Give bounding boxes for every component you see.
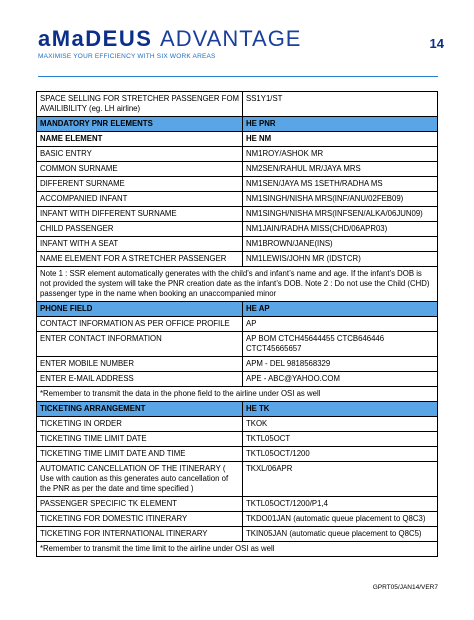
description-cell: BASIC ENTRY [37, 147, 243, 162]
table-row [37, 222, 438, 237]
command-cell: SS1Y1/ST [243, 92, 438, 117]
table-row [37, 192, 438, 207]
command-cell: HE TK [243, 402, 438, 417]
description-cell: CHILD PASSENGER [37, 222, 243, 237]
table-row [37, 372, 438, 387]
section-header-row [37, 302, 438, 317]
logo-product: ADVANTAGE [160, 26, 302, 51]
description-cell: SPACE SELLING FOR STRETCHER PASSENGER FOM AVAILIBILITY (eg. LH airline) [37, 92, 243, 117]
page-header [38, 28, 438, 68]
section-header-row [37, 402, 438, 417]
command-table-body [37, 92, 438, 557]
description-cell: COMMON SURNAME [37, 162, 243, 177]
document-code: GPRT05/JAN14/VER7 [372, 584, 438, 591]
description-cell: TICKETING TIME LIMIT DATE [37, 432, 243, 447]
table-row [37, 237, 438, 252]
command-cell: TKDO01JAN (automatic queue placement to Q8C3) [243, 512, 438, 527]
page-number: 14 [429, 36, 444, 51]
subheader-row [37, 132, 438, 147]
note-row [37, 267, 438, 302]
command-cell: NM1LEWIS/JOHN MR (IDSTCR) [243, 252, 438, 267]
command-cell: NM2SEN/RAHUL MR/JAYA MRS [243, 162, 438, 177]
table-row [37, 252, 438, 267]
logo-brand: aMaDEUS [38, 26, 153, 51]
note-row [37, 542, 438, 557]
command-cell: HE AP [243, 302, 438, 317]
description-cell: TICKETING FOR DOMESTIC ITINERARY [37, 512, 243, 527]
header-rule [38, 76, 438, 77]
note-cell: *Remember to transmit the data in the phone field to the airline under OSI as well [37, 387, 438, 402]
description-cell: INFANT WITH DIFFERENT SURNAME [37, 207, 243, 222]
table-row [37, 162, 438, 177]
table-row [37, 447, 438, 462]
description-cell: ENTER MOBILE NUMBER [37, 357, 243, 372]
description-cell: INFANT WITH A SEAT [37, 237, 243, 252]
command-cell: NM1SINGH/NISHA MRS(INF/ANU/02FEB09) [243, 192, 438, 207]
section-header-row [37, 117, 438, 132]
description-cell: AUTOMATIC CANCELLATION OF THE ITINERARY ( Use with caution as this generates auto cancellation of the PNR as per the date and time specified ) [37, 462, 243, 497]
command-cell: TKTL05OCT/1200/P1,4 [243, 497, 438, 512]
description-cell: TICKETING IN ORDER [37, 417, 243, 432]
command-cell: NM1SINGH/NISHA MRS(INFSEN/ALKA/06JUN09) [243, 207, 438, 222]
description-cell: ACCOMPANIED INFANT [37, 192, 243, 207]
command-cell: NM1BROWN/JANE(INS) [243, 237, 438, 252]
command-cell: APE - ABC@YAHOO.COM [243, 372, 438, 387]
description-cell: ENTER CONTACT INFORMATION [37, 332, 243, 357]
description-cell: TICKETING TIME LIMIT DATE AND TIME [37, 447, 243, 462]
description-cell: NAME ELEMENT [37, 132, 243, 147]
table-row [37, 512, 438, 527]
command-cell: TKXL/06APR [243, 462, 438, 497]
table-row [37, 207, 438, 222]
command-cell: NM1ROY/ASHOK MR [243, 147, 438, 162]
command-cell: HE NM [243, 132, 438, 147]
command-cell: HE PNR [243, 117, 438, 132]
table-row [37, 432, 438, 447]
table-row [37, 332, 438, 357]
description-cell: MANDATORY PNR ELEMENTS [37, 117, 243, 132]
table-row [37, 417, 438, 432]
note-cell: Note 1 : SSR element automatically generates with the child’s and infant’s name and age. If the infant’s DOB is not provided the system will take the PNR creation date as the infant’s DOB. Note 2 : Do not use the Child (CHD) passenger type in the name when booking an unaccompanied minor [37, 267, 438, 302]
description-cell: ENTER E-MAIL ADDRESS [37, 372, 243, 387]
command-table [36, 91, 438, 557]
note-cell: *Remember to transmit the time limit to the airline under OSI as well [37, 542, 438, 557]
description-cell: PASSENGER SPECIFIC TK ELEMENT [37, 497, 243, 512]
command-cell: TKIN05JAN (automatic queue placement to Q8C5) [243, 527, 438, 542]
description-cell: CONTACT INFORMATION AS PER OFFICE PROFILE [37, 317, 243, 332]
command-cell: TKTL05OCT/1200 [243, 447, 438, 462]
table-row [37, 497, 438, 512]
description-cell: TICKETING ARRANGEMENT [37, 402, 243, 417]
tagline: MAXIMISE YOUR EFFICIENCY WITH SIX WORK AREAS [38, 53, 216, 60]
command-cell: NM1SEN/JAYA MS 1SETH/RADHA MS [243, 177, 438, 192]
note-row [37, 387, 438, 402]
table-row [37, 317, 438, 332]
amadeus-logo [38, 28, 438, 50]
command-cell: TKOK [243, 417, 438, 432]
command-cell: AP BOM CTCH45644455 CTCB646446 CTCT45665657 [243, 332, 438, 357]
description-cell: PHONE FIELD [37, 302, 243, 317]
table-row [37, 177, 438, 192]
table-row [37, 527, 438, 542]
table-row [37, 147, 438, 162]
description-cell: DIFFERENT SURNAME [37, 177, 243, 192]
command-cell: NM1JAIN/RADHA MISS(CHD/06APR03) [243, 222, 438, 237]
command-cell: TKTL05OCT [243, 432, 438, 447]
command-cell: APM - DEL 9818568329 [243, 357, 438, 372]
description-cell: TICKETING FOR INTERNATIONAL ITINERARY [37, 527, 243, 542]
description-cell: NAME ELEMENT FOR A STRETCHER PASSENGER [37, 252, 243, 267]
command-cell: AP [243, 317, 438, 332]
table-row [37, 92, 438, 117]
table-row [37, 462, 438, 497]
table-row [37, 357, 438, 372]
